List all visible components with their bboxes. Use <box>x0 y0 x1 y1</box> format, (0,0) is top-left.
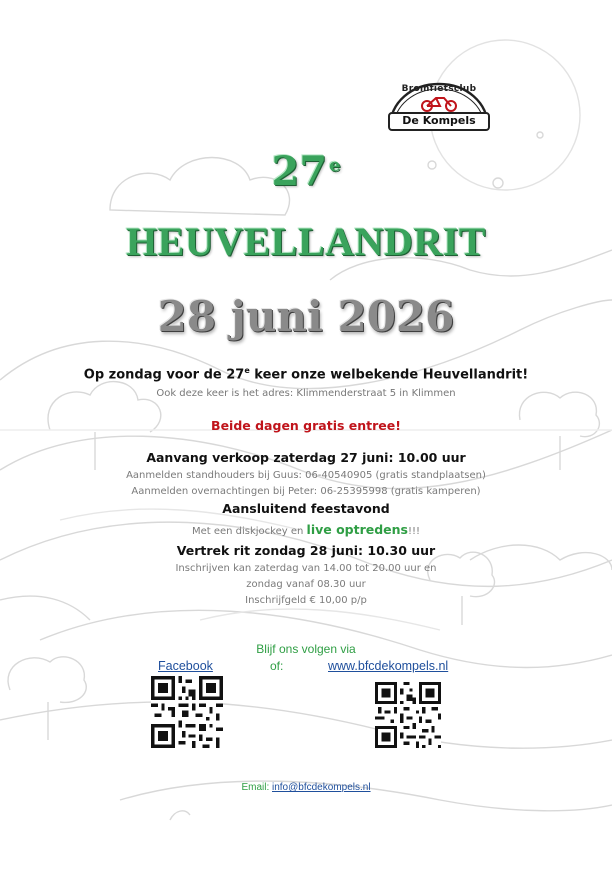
edition-number <box>0 148 612 195</box>
party-suffix: !!! <box>408 526 421 537</box>
overnight-signup-line: Aanmelden overnachtingen bij Peter: 06-25395998 (gratis kamperen) <box>131 486 481 497</box>
registration-line-2: zondag vanaf 08.30 uur <box>246 579 366 590</box>
registration-line-1: Inschrijven kan zaterdag van 14.00 tot 20.00 uur en <box>175 563 437 574</box>
facebook-link[interactable]: Facebook <box>158 659 213 673</box>
intro-line <box>0 366 612 382</box>
event-date: 28 juni 2026 <box>157 292 455 341</box>
intro-text-start: Op zondag voor de 27 <box>83 367 245 383</box>
or-label: of: <box>270 659 284 673</box>
intro-superscript: e <box>244 366 250 375</box>
party-heading: Aansluitend feestavond <box>222 501 390 516</box>
party-prefix: Met een diskjockey en <box>191 526 307 537</box>
follow-us-label: Blijf ons volgen via <box>256 642 356 656</box>
registration-fee: Inschrijfgeld € 10,00 p/p <box>245 595 367 606</box>
facebook-qr-code[interactable] <box>150 676 224 748</box>
edition-number-value: 27 <box>271 148 328 195</box>
address-line: Ook deze keer is het adres: Klimmenderstraat 5 in Klimmen <box>156 388 456 399</box>
email-label: Email: <box>241 782 272 793</box>
ride-heading: Vertrek rit zondag 28 juni: 10.30 uur <box>176 543 436 558</box>
email-link[interactable]: info@bfcdekompels.nl <box>272 782 371 793</box>
party-details <box>0 522 612 537</box>
edition-number-suffix: e <box>329 154 341 176</box>
intro-text-end: keer onze welbekende Heuvellandrit! <box>249 367 529 383</box>
sale-heading: Aanvang verkoop zaterdag 27 juni: 10.00 uur <box>146 450 466 465</box>
contact-email-line <box>0 782 612 793</box>
free-entry-notice: Beide dagen gratis entree! <box>211 418 401 433</box>
logo-top-text: Bromfietsclub <box>401 84 477 94</box>
website-qr-code[interactable] <box>375 682 441 748</box>
live-performances-highlight: live optredens <box>306 522 408 537</box>
event-title: HEUVELLANDRIT <box>126 219 486 264</box>
vendor-signup-line: Aanmelden standhouders bij Guus: 06-40540905 (gratis standplaatsen) <box>126 470 486 481</box>
logo-bottom-text: De Kompels <box>402 114 476 127</box>
website-link[interactable]: www.bfcdekompels.nl <box>328 659 449 673</box>
